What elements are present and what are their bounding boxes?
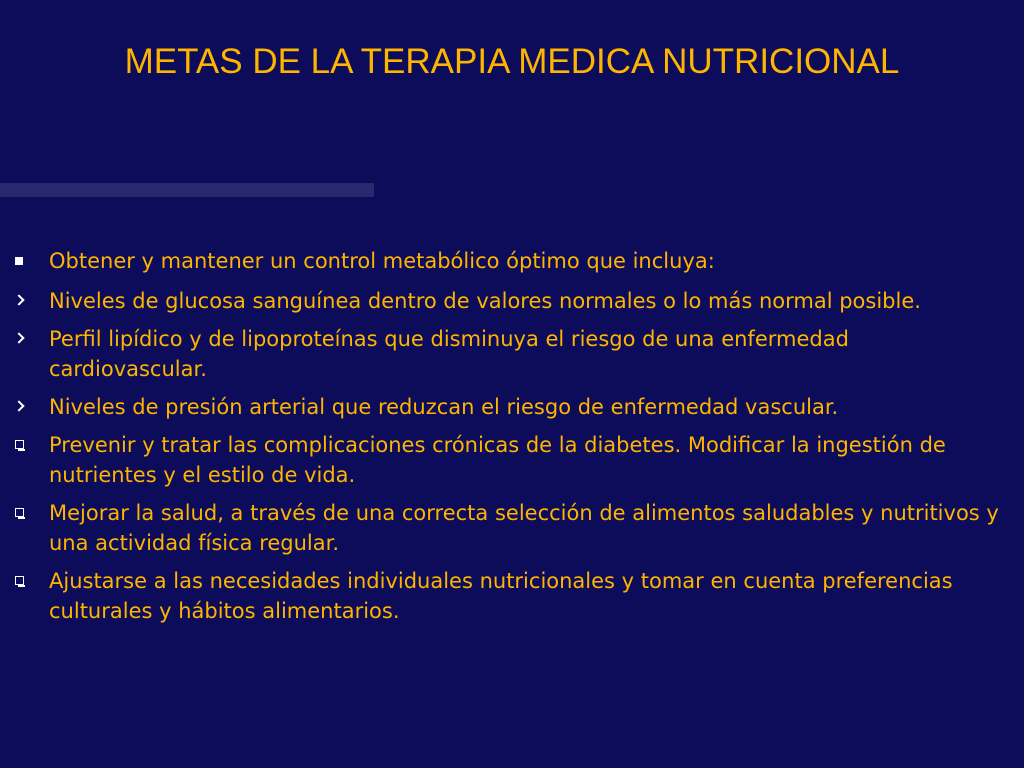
- square-filled-icon: [12, 246, 32, 276]
- title-divider-bar: [0, 183, 374, 197]
- square-hollow-icon: [12, 430, 32, 460]
- square-hollow-icon: [12, 498, 32, 528]
- arrow-bullet-icon: [12, 392, 32, 422]
- arrow-bullet-icon: [12, 286, 32, 316]
- bullet-item: [0, 430, 1024, 490]
- bullet-text: Obtener y mantener un control metabólico óptimo que incluya:: [49, 249, 715, 273]
- arrow-bullet-icon: [12, 324, 32, 354]
- bullet-text: Mejorar la salud, a través de una correcta selección de alimentos saludables y nutritivos y una actividad física regular.: [49, 501, 999, 555]
- bullet-text: Niveles de presión arterial que reduzcan el riesgo de enfermedad vascular.: [49, 395, 839, 419]
- bullet-item: [0, 392, 1024, 422]
- bullet-text: Prevenir y tratar las complicaciones crónicas de la diabetes. Modificar la ingestión de nutrientes y el estilo de vida.: [49, 433, 946, 487]
- bullet-text: Perfil lipídico y de lipoproteínas que disminuya el riesgo de una enfermedad cardiovascular.: [49, 327, 849, 381]
- bullet-text: Ajustarse a las necesidades individuales nutricionales y tomar en cuenta preferencias culturales y hábitos alimentarios.: [49, 569, 953, 623]
- bullet-item: [0, 286, 1024, 316]
- slide-title: METAS DE LA TERAPIA MEDICA NUTRICIONAL: [124, 42, 900, 81]
- bullet-item: [0, 498, 1024, 558]
- bullet-text: Niveles de glucosa sanguínea dentro de valores normales o lo más normal posible.: [49, 289, 921, 313]
- bullet-list: [0, 246, 1024, 636]
- bullet-item: [0, 246, 1024, 276]
- bullet-item: [0, 324, 1024, 384]
- square-hollow-icon: [12, 566, 32, 596]
- bullet-item: [0, 566, 1024, 626]
